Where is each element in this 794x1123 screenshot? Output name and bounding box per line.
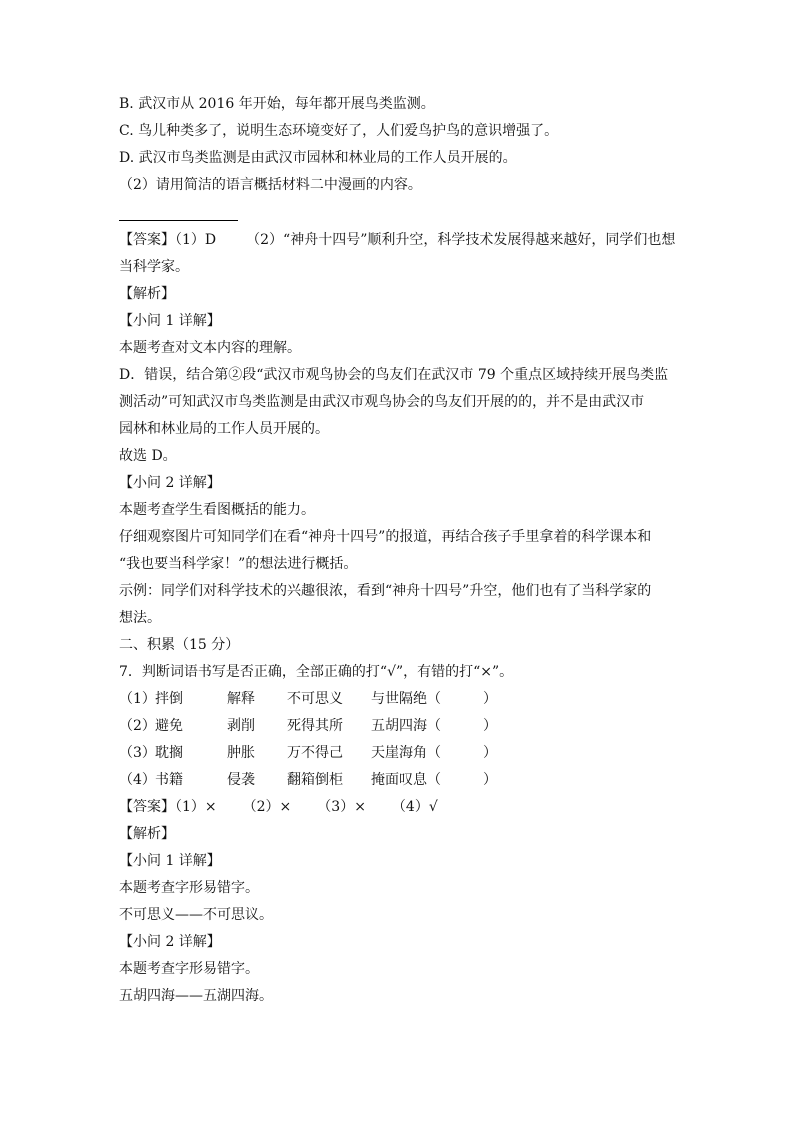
analysis-text: 本题考查字形易错字。 bbox=[119, 961, 259, 977]
answer-line-1 bbox=[119, 230, 675, 250]
analysis-text: 故选 D。 bbox=[119, 448, 177, 464]
analysis-text: 示例：同学们对科学技术的兴趣很浓，看到“神舟十四号”升空，他们也有了当科学家的 bbox=[119, 583, 652, 599]
word: 耽搁 bbox=[155, 745, 183, 761]
analysis-text: 五胡四海——五湖四海。 bbox=[119, 988, 273, 1004]
answer-item: （3）× bbox=[317, 799, 366, 815]
word-with-blank: 五胡四海（ ） bbox=[371, 718, 497, 734]
option-d: D. 武汉市鸟类监测是由武汉市园林和林业局的工作人员开展的。 bbox=[119, 150, 517, 166]
word: 翻箱倒柜 bbox=[287, 772, 343, 788]
analysis-text: 不可思义——不可思议。 bbox=[119, 907, 273, 923]
answer-blank-line bbox=[119, 220, 238, 221]
answer-item: （1）× bbox=[175, 799, 217, 815]
answer-7 bbox=[119, 797, 438, 817]
question-7: 7．判断词语书写是否正确，全部正确的打“√”，有错的打“×”。 bbox=[119, 664, 514, 680]
word: 侵袭 bbox=[227, 772, 255, 788]
analysis-text: 测活动”可知武汉市鸟类监测是由武汉市观鸟协会的鸟友们开展的的，并不是由武汉市 bbox=[119, 394, 645, 410]
answer-part-1: 【答案】（1）D bbox=[119, 232, 217, 248]
analysis-text: 本题考查字形易错字。 bbox=[119, 880, 259, 896]
analysis-text: “我也要当科学家！”的想法进行概括。 bbox=[119, 556, 358, 572]
analysis-heading: 【解析】 bbox=[119, 286, 175, 302]
word: 书籍 bbox=[155, 772, 183, 788]
row-number: （2） bbox=[119, 718, 156, 734]
analysis-text: 仔细观察图片可知同学们在看“神舟十四号”的报道，再结合孩子手里拿着的科学课本和 bbox=[119, 529, 652, 545]
section-heading: 二、积累（15 分） bbox=[119, 637, 240, 653]
subquestion-2-heading: 【小问 2 详解】 bbox=[119, 475, 221, 491]
word: 避免 bbox=[155, 718, 183, 734]
answer-part-2: （2）“神舟十四号”顺利升空，科学技术发展得越来越好，同学们也想 bbox=[246, 232, 676, 248]
analysis-text: 园林和林业局的工作人员开展的。 bbox=[119, 421, 329, 437]
answer-item: （2）× bbox=[242, 799, 292, 815]
word-row bbox=[119, 716, 497, 736]
subquestion-1-heading: 【小问 1 详解】 bbox=[119, 313, 221, 329]
analysis-heading: 【解析】 bbox=[119, 826, 175, 842]
analysis-text: 想法。 bbox=[119, 610, 161, 626]
word-with-blank: 掩面叹息（ ） bbox=[371, 772, 497, 788]
subquestion-1-heading: 【小问 1 详解】 bbox=[119, 853, 221, 869]
word: 拌倒 bbox=[155, 691, 183, 707]
word: 死得其所 bbox=[287, 718, 343, 734]
word: 肿胀 bbox=[227, 745, 255, 761]
analysis-text: 本题考查学生看图概括的能力。 bbox=[119, 502, 315, 518]
word: 万不得己 bbox=[287, 745, 343, 761]
option-c: C. 鸟儿种类多了，说明生态环境变好了，人们爱鸟护鸟的意识增强了。 bbox=[119, 123, 559, 139]
word: 不可思义 bbox=[287, 691, 343, 707]
word-with-blank: 与世隔绝（ ） bbox=[371, 691, 497, 707]
word-with-blank: 天崖海角（ ） bbox=[371, 745, 497, 761]
word-row bbox=[119, 689, 497, 709]
analysis-text: 本题考查对文本内容的理解。 bbox=[119, 340, 301, 356]
answer-line-2: 当科学家。 bbox=[119, 259, 189, 275]
row-number: （3） bbox=[119, 745, 156, 761]
question-2: （2）请用简洁的语言概括材料二中漫画的内容。 bbox=[119, 177, 422, 193]
answer-item: （4）√ bbox=[391, 799, 438, 815]
subquestion-2-heading: 【小问 2 详解】 bbox=[119, 934, 221, 950]
option-b: B. 武汉市从 2016 年开始，每年都开展鸟类监测。 bbox=[119, 96, 435, 112]
word-row bbox=[119, 743, 497, 763]
word: 剥削 bbox=[227, 718, 255, 734]
answer-label: 【答案】 bbox=[119, 799, 175, 815]
row-number: （4） bbox=[119, 772, 156, 788]
word: 解释 bbox=[227, 691, 255, 707]
row-number: （1） bbox=[119, 691, 156, 707]
word-row bbox=[119, 770, 497, 790]
analysis-text: D．错误，结合第②段“武汉市观鸟协会的鸟友们在武汉市 79 个重点区域持续开展鸟类监 bbox=[119, 367, 669, 383]
